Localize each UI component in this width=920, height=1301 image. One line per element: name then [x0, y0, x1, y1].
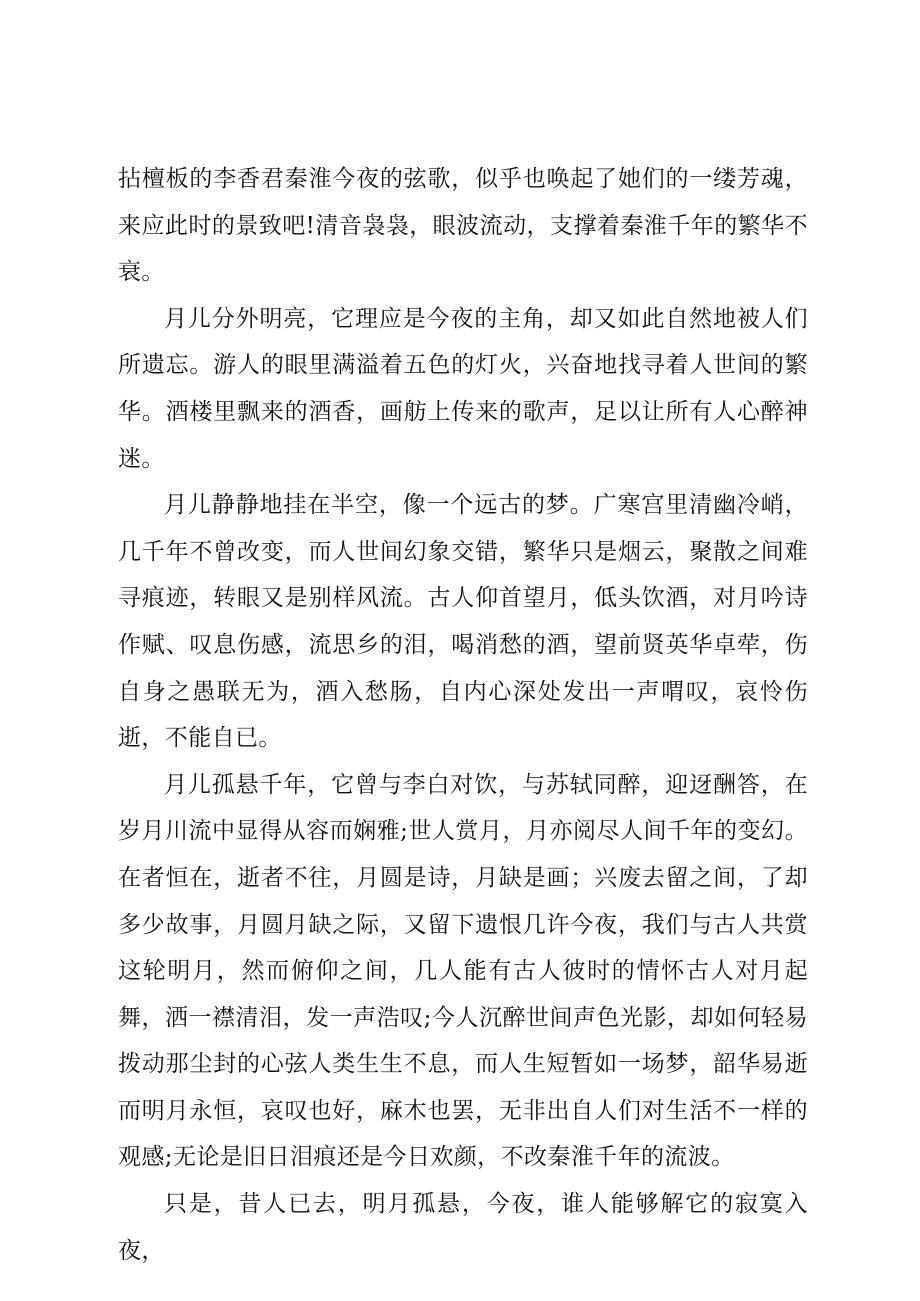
paragraph-2: 月儿分外明亮，它理应是今夜的主角，却又如此自然地被人们所遗忘。游人的眼里满溢着五色的灯火，兴奋地找寻着人世间的繁华。酒楼里飘来的酒香，画舫上传来的歌声，足以让所有人心醉神迷。 [118, 305, 808, 472]
paragraph-4: 月儿孤悬千年，它曾与李白对饮，与苏轼同醉，迎迓酬答，在岁月川流中显得从容而娴雅;世人赏月，月亦阅尽人间千年的变幻。在者恒在，逝者不往，月圆是诗，月缺是画；兴废去留之间，了却多少故事，月圆月缺之际，又留下遗恨几许今夜，我们与古人共赏这轮明月，然而俯仰之间，几人能有古人彼时的情怀古人对月起舞，洒一襟清泪，发一声浩叹;今人沉醉世间声色光影，却如何轻易拨动那尘封的心弦人类生生不息，而人生短暂如一场梦，韶华易逝而明月永恒，哀叹也好，麻木也罢，无非出自人们对生活不一样的观感;无论是旧日泪痕还是今日欢颜，不改秦淮千年的流波。 [118, 771, 808, 1171]
paragraph-5: 只是，昔人已去，明月孤悬，今夜，谁人能够解它的寂寞入夜， [118, 1191, 808, 1264]
document-body [118, 156, 808, 1274]
paragraph-3: 月儿静静地挂在半空，像一个远古的梦。广寒宫里清幽冷峭，几千年不曾改变，而人世间幻象交错，繁华只是烟云，聚散之间难寻痕迹，转眼又是别样风流。古人仰首望月，低头饮酒，对月吟诗作赋、叹息伤感，流思乡的泪，喝消愁的酒，望前贤英华卓荦，伤自身之愚联无为，酒入愁肠，自内心深处发出一声喟叹，哀怜伤逝，不能自已。 [118, 492, 808, 752]
paragraph-1: 拈檀板的李香君秦淮今夜的弦歌，似乎也唤起了她们的一缕芳魂，来应此时的景致吧!清音袅袅，眼波流动，支撑着秦淮千年的繁华不衰。 [118, 166, 808, 286]
